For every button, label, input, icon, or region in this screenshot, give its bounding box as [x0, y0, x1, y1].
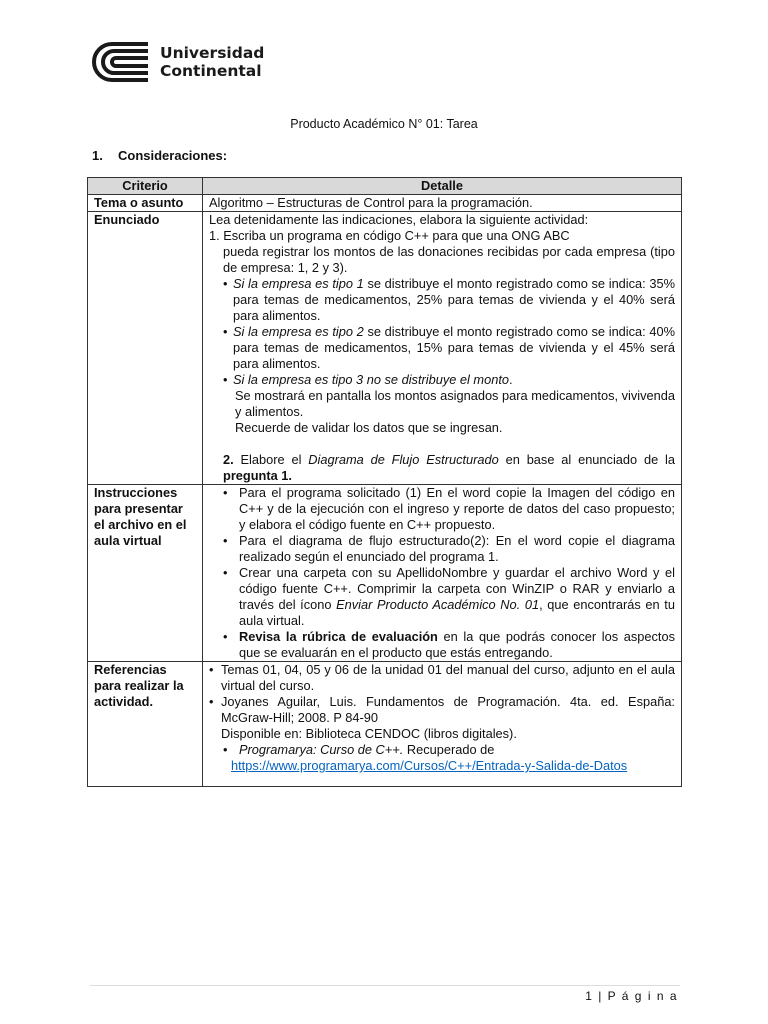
document-title: Producto Académico N° 01: Tarea: [290, 117, 478, 131]
university-c-logo-icon: [90, 40, 150, 84]
enunciado-item-2: [209, 452, 675, 484]
instr-3-text-b: , que encontrarás en tu aula virtual.: [239, 597, 675, 628]
logo-line-1: Universidad: [160, 44, 265, 62]
tema-label: Tema o asunto: [88, 195, 203, 212]
logo-line-2: Continental: [160, 62, 262, 80]
considerations-table: [87, 177, 682, 787]
instr-4-bold: Revisa la rúbrica de evaluación: [239, 629, 438, 644]
ref-3-italic: Programarya: Curso de C++.: [239, 742, 404, 757]
item-2-italic: Diagrama de Flujo Estructurado: [308, 452, 499, 467]
ref-item-1: • Temas 01, 04, 05 y 06 de la unidad 01 del manual del curso, adjunto en el aula virtual del curso.: [209, 662, 675, 694]
referencias-label: Referencias para realizar la actividad.: [88, 662, 203, 787]
ref-3-text: Recuperado de: [403, 742, 495, 757]
instr-item-3: [209, 565, 675, 629]
instr-3-italic: Enviar Producto Académico No. 01: [336, 597, 540, 612]
programarya-link[interactable]: https://www.programarya.com/Cursos/C++/Entrada-y-Salida-de-Datos: [231, 758, 628, 773]
table-row-referencias: [88, 662, 682, 787]
instr-4-text: en la que podrás conocer los aspectos que se evaluarán en el producto que estás entregando.: [239, 629, 676, 660]
bullet-tipo2-text: se distribuye el monto registrado como se indica: 40% para temas de medicamentos, 15% para temas de vivienda y el 45% será para alimentos.: [233, 324, 676, 371]
bullet-tipo3-text: .: [509, 372, 513, 387]
enunciado-bullet-tipo1: [209, 276, 675, 324]
enunciado-item-1-cont: pueda registrar los montos de las donaciones recibidas por cada empresa (tipo de empresa: 1, 2 y 3).: [223, 244, 675, 275]
enunciado-bullet-tipo3: [209, 372, 675, 388]
ref-item-2: • Joyanes Aguilar, Luis. Fundamentos de Programación. 4ta. ed. España: McGraw-Hill; 2008. P 84-90: [209, 694, 675, 726]
enunciado-content: [203, 212, 682, 485]
university-logo: [90, 40, 264, 84]
instrucciones-content: [203, 485, 682, 662]
header-criterio: Criterio: [88, 178, 203, 195]
table-row-tema: [88, 195, 682, 212]
bullet-tipo1-italic: Si la empresa es tipo 1: [233, 276, 364, 291]
enunciado-item-1: 1. Escriba un programa en código C++ para que una ONG ABC: [209, 228, 570, 243]
table-row-enunciado: [88, 212, 682, 485]
enunciado-show: Se mostrará en pantalla los montos asignados para medicamentos, vivivenda y alimentos.: [235, 388, 675, 419]
header-detalle: Detalle: [203, 178, 682, 195]
enunciado-bullet-tipo2: [209, 324, 675, 372]
bullet-tipo2-italic: Si la empresa es tipo 2: [233, 324, 364, 339]
item-2-number: 2.: [223, 452, 234, 467]
instrucciones-label: Instrucciones para presentar el archivo en el aula virtual: [88, 485, 203, 662]
enunciado-intro: Lea detenidamente las indicaciones, elabora la siguiente actividad:: [209, 212, 589, 227]
table-header-row: [88, 178, 682, 195]
ref-3-link-wrap: [209, 758, 675, 774]
instr-item-1: • Para el programa solicitado (1) En el word copie la Imagen del código en C++ y de la ejecución con el ingreso y reporte de datos del caso propuesto; y elabora el código fuente en C++ propuesto.: [209, 485, 675, 533]
item-2-text-c: .: [288, 468, 292, 483]
table-row-instrucciones: [88, 485, 682, 662]
section-heading: [92, 148, 227, 163]
logo-wordmark: [160, 44, 264, 80]
section-heading-text: Consideraciones:: [118, 148, 228, 163]
instr-item-4: [209, 629, 675, 661]
referencias-content: [203, 662, 682, 787]
instr-item-2: • Para el diagrama de flujo estructurado(2): En el word copie el diagrama realizado según el enunciado del programa 1.: [209, 533, 675, 565]
item-2-bold: pregunta 1: [223, 468, 289, 483]
ref-item-3: [209, 742, 675, 758]
section-number: 1.: [92, 148, 103, 163]
bullet-tipo1-text: se distribuye el monto registrado como se indica: 35% para temas de medicamentos, 25% para temas de vivienda y el 40% será para alimentos.: [233, 276, 676, 323]
page-number: 1 | P á g i n a: [585, 989, 678, 1003]
enunciado-label: Enunciado: [88, 212, 203, 485]
ref-item-2-available: Disponible en: Biblioteca CENDOC (libros digitales).: [221, 726, 517, 741]
tema-value: Algoritmo – Estructuras de Control para la programación.: [203, 195, 682, 212]
instr-3-text-a: Crear una carpeta con su ApellidoNombre y guardar el archivo Word y el código fuente C++. Comprimir la carpeta con WinZIP o RAR y enviarlo a través del ícono: [239, 565, 675, 612]
footer-divider: [90, 985, 680, 986]
item-2-text-a: Elabore el: [233, 452, 309, 467]
item-2-text-b: en base al enunciado de la: [498, 452, 675, 467]
enunciado-validate: Recuerde de validar los datos que se ingresan.: [235, 420, 503, 435]
bullet-tipo3-italic: Si la empresa es tipo 3 no se distribuye el monto: [233, 372, 509, 387]
